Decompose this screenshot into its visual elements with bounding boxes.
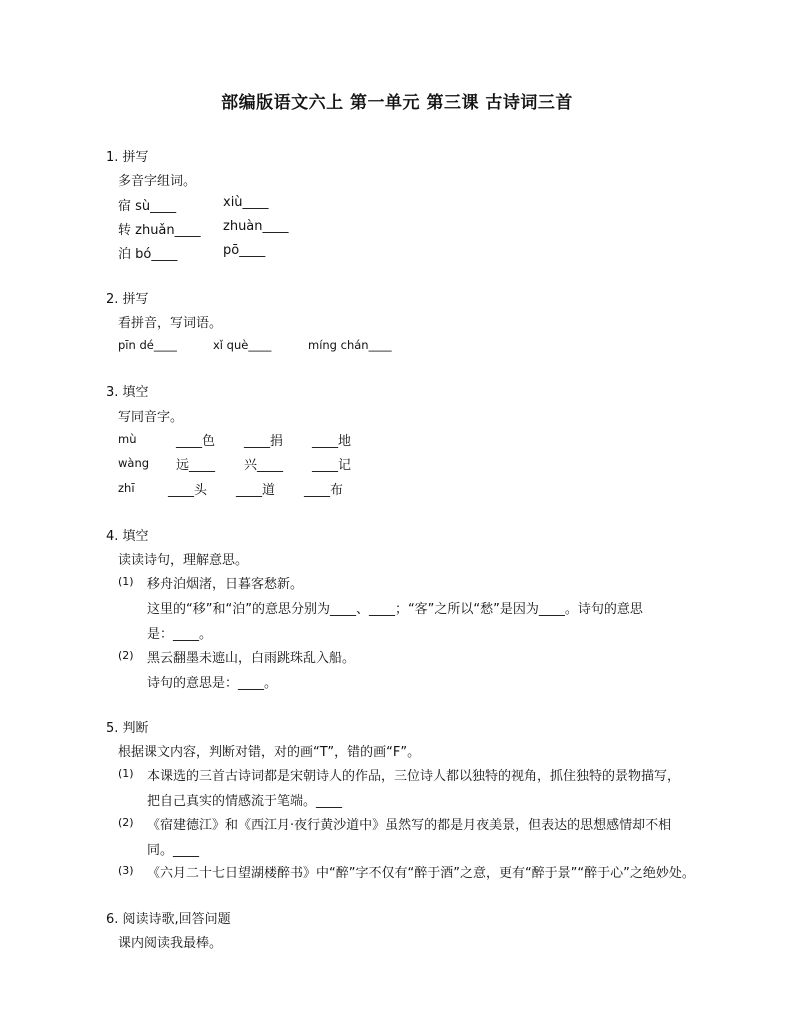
q4-instruction: 读读诗句，理解意思。 xyxy=(118,553,249,568)
q3-row1-pinyin: mù xyxy=(118,432,137,446)
q5-s2-line1: 《宿建德江》和《西江月·夜行黄沙道中》虽然写的都是月夜美景，但表达的思想感情却不相 xyxy=(147,818,672,833)
q3-row1-c2: ____捐 xyxy=(244,434,284,449)
q2-item-1: pīn dé____ xyxy=(118,338,177,352)
q3-row2-pinyin: wàng xyxy=(118,456,150,470)
q4-sub1-question-line1: 这里的“移”和“泊”的意思分别为____、____；“客”之所以“愁”是因为____。诗句的意思 xyxy=(147,602,643,617)
page-title: 部编版语文六上 第一单元 第三课 古诗词三首 xyxy=(221,93,573,113)
q2-instruction: 看拼音，写词语。 xyxy=(118,316,223,331)
q1-heading: 1. 拼写 xyxy=(106,150,149,165)
q4-sub2-number: (2) xyxy=(118,649,134,662)
q4-sub1-number: (1) xyxy=(118,575,134,588)
q3-instruction: 写同音字。 xyxy=(118,410,184,425)
q1-row1-a: 宿 sù____ xyxy=(118,199,177,214)
q2-item-3: míng chán____ xyxy=(308,338,392,352)
q3-row3-c2: ____道 xyxy=(236,483,276,498)
q3-row1-c3: ____地 xyxy=(312,434,352,449)
q3-row2-c2: 兴____ xyxy=(244,458,284,473)
q3-heading: 3. 填空 xyxy=(106,385,149,400)
q1-instruction: 多音字组词。 xyxy=(118,174,197,189)
q1-row1-b: xiù____ xyxy=(223,195,269,210)
q6-heading: 6. 阅读诗歌,回答问题 xyxy=(106,912,231,927)
q1-row3-b: pō____ xyxy=(223,243,266,258)
q4-sub2-question: 诗句的意思是：____。 xyxy=(147,676,278,691)
q5-heading: 5. 判断 xyxy=(106,721,149,736)
q4-sub1-poem: 移舟泊烟渚，日暮客愁新。 xyxy=(147,577,304,592)
q3-row3-pinyin: zhī xyxy=(118,481,135,495)
q5-s2-number: (2) xyxy=(118,816,134,829)
q5-instruction: 根据课文内容，判断对错，对的画“T”，错的画“F”。 xyxy=(118,745,421,760)
q1-row2-b: zhuàn____ xyxy=(223,219,289,234)
q4-heading: 4. 填空 xyxy=(106,529,149,544)
q3-row2-c3: ____记 xyxy=(312,458,352,473)
q5-s3-line1: 《六月二十七日望湖楼醉书》中“醉”字不仅有“醉于酒”之意，更有“醉于景”“醉于心”之绝妙处。 xyxy=(147,866,695,881)
q5-s1-line2: 把自己真实的情感流于笔端。____ xyxy=(147,794,343,809)
q5-s1-line1: 本课选的三首古诗词都是宋朝诗人的作品，三位诗人都以独特的视角，抓住独特的景物描写， xyxy=(147,769,681,784)
q4-sub1-question-line2: 是：____。 xyxy=(147,627,213,642)
q2-heading: 2. 拼写 xyxy=(106,292,149,307)
q4-sub2-poem: 黑云翻墨未遮山，白雨跳珠乱入船。 xyxy=(147,651,356,666)
q1-row3-a: 泊 bó____ xyxy=(118,247,178,262)
q1-row2-a: 转 zhuǎn____ xyxy=(118,223,201,238)
q5-s2-line2: 同。____ xyxy=(147,843,200,858)
q3-row1-c1: ____色 xyxy=(176,434,216,449)
q5-s3-number: (3) xyxy=(118,864,134,877)
q3-row2-c1: 远____ xyxy=(176,458,216,473)
q5-s1-number: (1) xyxy=(118,767,134,780)
q3-row3-c3: ____布 xyxy=(304,483,344,498)
q6-instruction: 课内阅读我最棒。 xyxy=(118,936,223,951)
q2-item-2: xǐ què____ xyxy=(213,338,272,352)
q3-row3-c1: ____头 xyxy=(168,483,208,498)
